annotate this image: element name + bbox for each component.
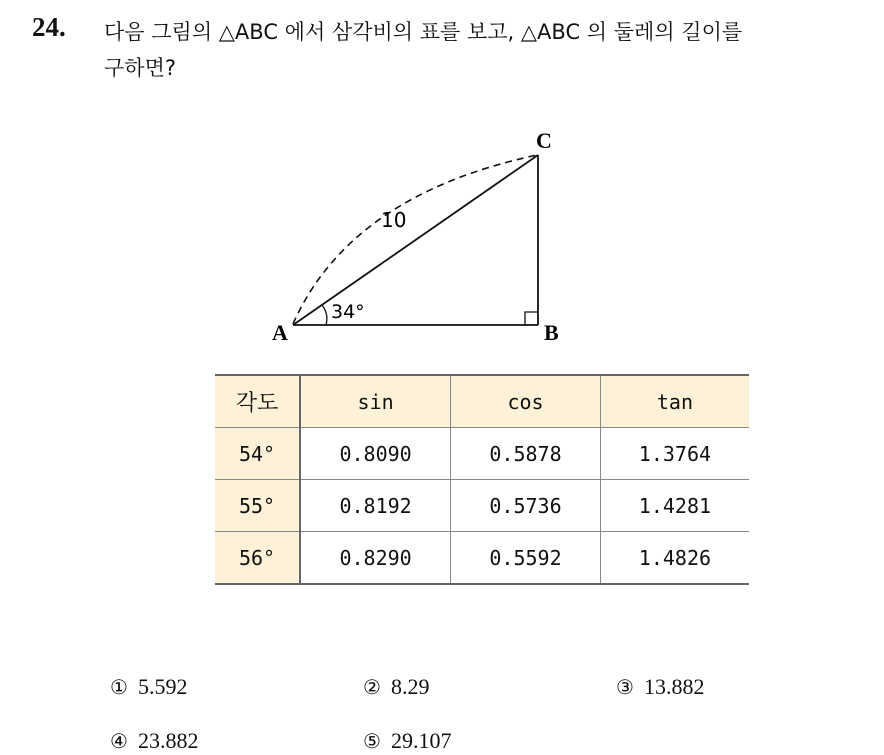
header-tan: tan [600, 375, 749, 428]
choice-1-value: 5.592 [137, 674, 188, 699]
cell-sin: 0.8290 [300, 532, 451, 585]
cell-tan: 1.4826 [600, 532, 749, 585]
table-row [215, 532, 749, 585]
cell-cos: 0.5736 [451, 480, 601, 532]
choice-3-mark: ③ [616, 675, 634, 699]
cell-angle: 55° [215, 480, 300, 532]
choice-1-mark: ① [110, 675, 128, 699]
choice-1[interactable] [110, 674, 187, 700]
table-header-row [215, 375, 749, 428]
question-line-1: 다음 그림의 △ABC 에서 삼각비의 표를 보고, △ABC 의 둘레의 길이를 [104, 20, 743, 44]
choice-5-mark: ⑤ [363, 729, 381, 753]
side-ac [293, 155, 538, 325]
choice-2-value: 8.29 [390, 674, 430, 699]
angle-arc-a [322, 305, 327, 325]
question-line-2: 구하면? [104, 56, 177, 80]
choice-2[interactable] [363, 674, 429, 700]
cell-cos: 0.5878 [451, 428, 601, 480]
choice-3-value: 13.882 [643, 674, 705, 699]
vertex-b-label: B [544, 320, 559, 345]
vertex-a-label: A [272, 320, 288, 345]
choice-4[interactable] [110, 728, 198, 754]
header-cos: cos [451, 375, 601, 428]
header-sin: sin [300, 375, 451, 428]
trig-ratio-table [215, 374, 749, 585]
header-angle: 각도 [215, 375, 300, 428]
cell-tan: 1.3764 [600, 428, 749, 480]
right-angle-mark [525, 312, 538, 325]
vertex-c-label: C [536, 128, 552, 153]
cell-tan: 1.4281 [600, 480, 749, 532]
choice-4-value: 23.882 [137, 728, 199, 753]
angle-a-label: 34° [331, 301, 365, 323]
cell-sin: 0.8090 [300, 428, 451, 480]
table-row [215, 428, 749, 480]
cell-angle: 56° [215, 532, 300, 585]
choice-5-value: 29.107 [390, 728, 452, 753]
triangle-figure [0, 0, 884, 370]
choice-2-mark: ② [363, 675, 381, 699]
question-number: 24. [32, 12, 66, 42]
cell-cos: 0.5592 [451, 532, 601, 585]
choice-3[interactable] [616, 674, 704, 700]
cell-sin: 0.8192 [300, 480, 451, 532]
hypotenuse-length-label: 10 [381, 208, 407, 232]
choice-5[interactable] [363, 728, 451, 754]
choice-4-mark: ④ [110, 729, 128, 753]
cell-angle: 54° [215, 428, 300, 480]
table-row [215, 480, 749, 532]
